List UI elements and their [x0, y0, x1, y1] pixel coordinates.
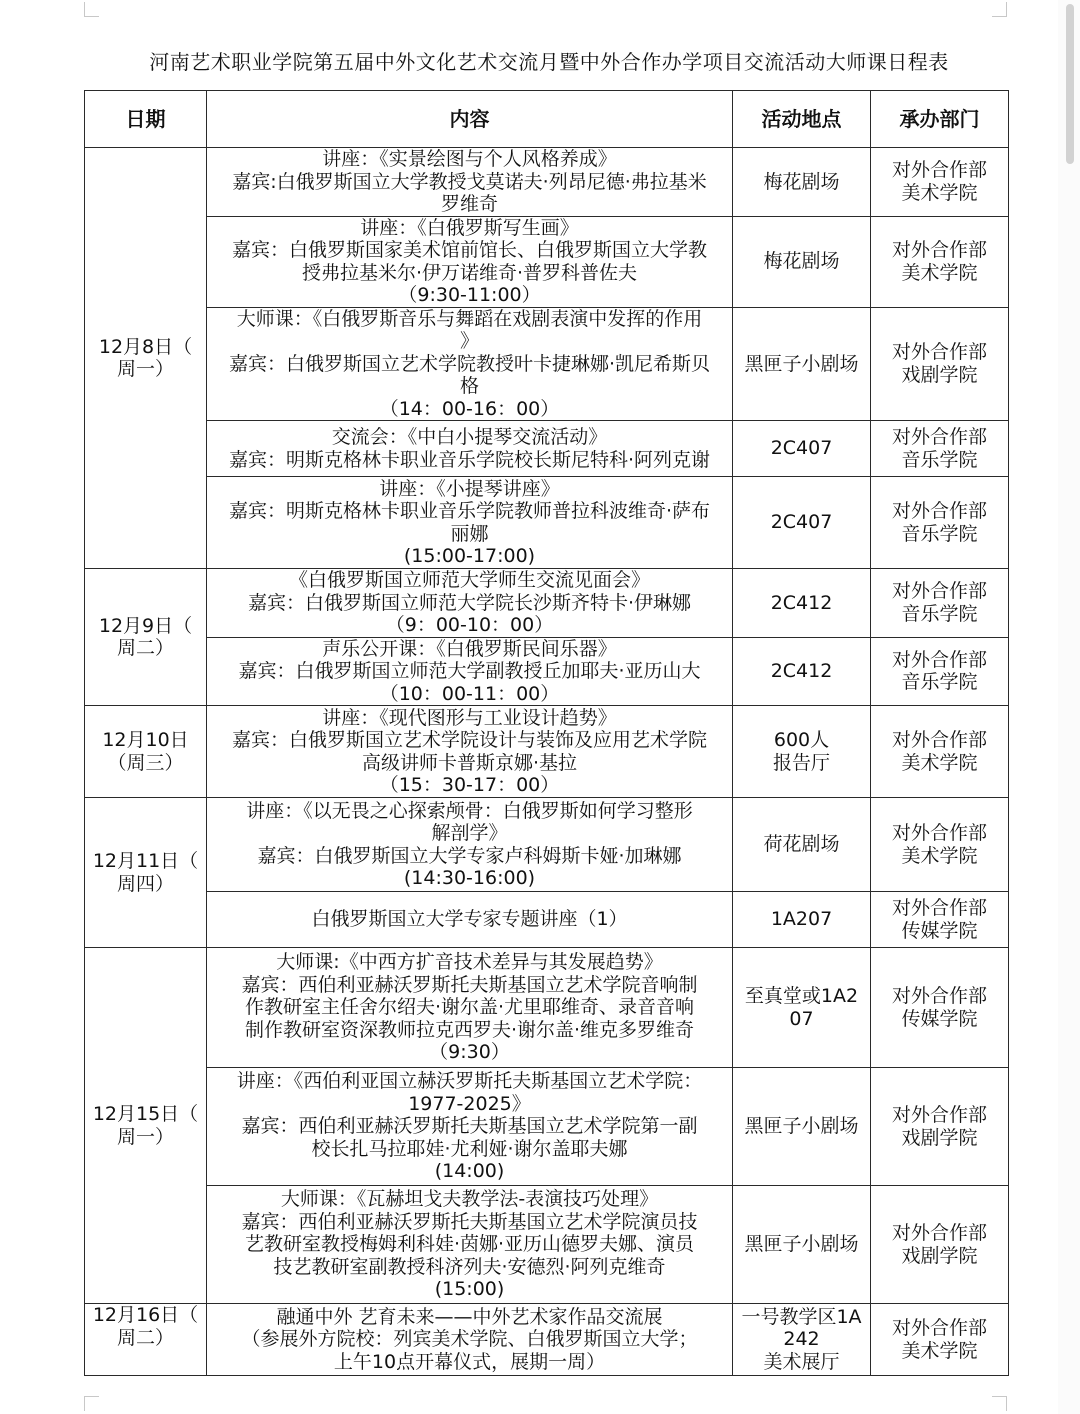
crop-mark-top-left [84, 2, 99, 17]
table-row [85, 1186, 1009, 1304]
location-cell [733, 637, 871, 706]
crop-mark-top-right [992, 2, 1007, 17]
location-line: 242 [783, 1328, 820, 1351]
header-row [85, 91, 1009, 148]
header-date: 日期 [85, 91, 207, 148]
content-line: 嘉宾:白俄罗斯国立大学教授戈莫诺夫·列昂尼德·弗拉基米 [232, 170, 707, 193]
location-cell [733, 798, 871, 892]
date-cell [85, 706, 207, 798]
location-line: 1A207 [770, 908, 833, 931]
content-line: （9:30） [429, 1041, 510, 1064]
content-cell [207, 307, 733, 421]
dept-line: 对外合作部 [891, 239, 987, 261]
table-row [85, 569, 1009, 638]
dept-line: 对外合作部 [891, 648, 987, 671]
scrollbar-thumb[interactable] [1066, 4, 1074, 164]
table-row [85, 477, 1009, 569]
table-row [85, 148, 1009, 217]
dept-line: 传媒学院 [901, 919, 978, 942]
dept-line: 对外合作部 [891, 1104, 987, 1126]
date-cell [85, 798, 207, 948]
content-cell [207, 421, 733, 477]
content-line: 授弗拉基米尔·伊万诺维奇·普罗科普佐夫 [301, 261, 638, 284]
table-row [85, 637, 1009, 706]
dept-line: 戏剧学院 [901, 363, 978, 386]
dept-line: 音乐学院 [901, 522, 978, 545]
dept-cell [871, 706, 1009, 798]
content-line: 高级讲师卡普斯京娜·基拉 [361, 751, 578, 774]
crop-mark-bottom-left [84, 1396, 99, 1411]
dept-line: 戏剧学院 [901, 1126, 978, 1149]
location-line: 黑匣子小剧场 [744, 1233, 859, 1256]
content-line: 1977-2025》 [408, 1092, 531, 1115]
content-line: 大师课：《瓦赫坦戈夫教学法-表演技巧处理》 [280, 1188, 659, 1211]
location-cell [733, 477, 871, 569]
location-line: 黑匣子小剧场 [744, 352, 859, 375]
content-line: 嘉宾：白俄罗斯国立艺术学院教授叶卡捷琳娜·凯尼希斯贝 [228, 352, 711, 375]
content-line: （9:30-11:00） [398, 284, 541, 306]
content-line: 声乐公开课：《白俄罗斯民间乐器》 [322, 637, 617, 660]
location-line: 2C412 [770, 591, 833, 614]
content-line: 嘉宾：西伯利亚赫沃罗斯托夫斯基国立艺术学院音响制 [241, 973, 698, 996]
dept-line: 对外合作部 [891, 1222, 987, 1244]
date-line: 12月9日（ [98, 614, 193, 637]
location-line: 梅花剧场 [763, 170, 840, 193]
location-line: 荷花剧场 [763, 833, 840, 856]
location-cell [733, 569, 871, 638]
content-line: 艺教研室教授梅姆利科娃·茵娜·亚历山德罗夫娜、演员 [244, 1233, 695, 1256]
dept-line: 音乐学院 [901, 671, 978, 694]
date-line: 12月11日（ [92, 850, 199, 872]
content-line: 嘉宾：西伯利亚赫沃罗斯托夫斯基国立艺术学院演员技 [241, 1210, 698, 1233]
dept-line: 音乐学院 [901, 602, 978, 625]
content-line: (15:00) [434, 1278, 505, 1301]
location-line: 一号教学区1A [741, 1305, 862, 1328]
dept-line: 对外合作部 [891, 159, 987, 182]
dept-line: 美术学院 [901, 181, 978, 204]
content-line: 丽娜 [450, 522, 489, 545]
content-line: 》 [459, 330, 479, 352]
content-line: （9：00-10：00） [385, 614, 554, 636]
date-cell [85, 569, 207, 706]
content-line: 讲座：《西伯利亚国立赫沃罗斯托夫斯基国立艺术学院： [236, 1070, 703, 1093]
location-cell [733, 216, 871, 307]
table-row [85, 1304, 1009, 1376]
content-cell [207, 706, 733, 798]
content-line: （14：00-16：00） [379, 397, 560, 420]
table-row [85, 706, 1009, 798]
content-line: 《白俄罗斯国立师范大学师生交流见面会》 [288, 569, 650, 591]
content-line: 白俄罗斯国立大学专家专题讲座（1） [311, 908, 628, 931]
content-line: 讲座：《现代图形与工业设计趋势》 [322, 706, 617, 729]
schedule-table [84, 90, 1009, 1376]
location-cell [733, 1186, 871, 1304]
content-line: 嘉宾：白俄罗斯国立师范大学院长沙斯齐特卡·伊琳娜 [247, 591, 692, 614]
location-line: 报告厅 [772, 751, 830, 774]
dept-cell [871, 948, 1009, 1068]
content-line: (14:00) [434, 1160, 505, 1183]
content-line: (15:00-17:00) [403, 545, 536, 567]
table-row [85, 307, 1009, 421]
content-line: 嘉宾：白俄罗斯国立艺术学院设计与装饰及应用艺术学院 [231, 729, 707, 751]
dept-line: 美术学院 [901, 844, 978, 867]
content-line: （10：00-11：00） [379, 682, 560, 705]
content-line: 大师课:《中西方扩音技术差异与其发展趋势》 [276, 951, 663, 974]
content-line: 大师课：《白俄罗斯音乐与舞蹈在戏剧表演中发挥的作用 [236, 307, 703, 330]
dept-line: 对外合作部 [891, 341, 987, 364]
table-row [85, 948, 1009, 1068]
page-title: 河南艺术职业学院第五届中外文化艺术交流月暨中外合作办学项目交流活动大师课日程表 [149, 50, 949, 74]
date-cell [85, 1304, 207, 1376]
location-line: 07 [789, 1007, 814, 1030]
scrollbar-track[interactable] [1058, 0, 1080, 1414]
location-line: 600人 [773, 729, 830, 751]
header-content: 内容 [207, 91, 733, 148]
content-cell [207, 148, 733, 217]
location-line: 黑匣子小剧场 [744, 1115, 859, 1138]
location-cell [733, 1304, 871, 1376]
dept-line: 对外合作部 [891, 1317, 987, 1339]
dept-cell [871, 307, 1009, 421]
dept-line: 对外合作部 [891, 822, 987, 844]
content-cell [207, 1304, 733, 1376]
content-cell [207, 477, 733, 569]
content-line: （15：30-17：00） [379, 774, 560, 796]
content-cell [207, 569, 733, 638]
dept-cell [871, 1186, 1009, 1304]
dept-cell [871, 477, 1009, 569]
date-line: （周三） [107, 751, 184, 774]
dept-line: 对外合作部 [891, 580, 987, 603]
dept-cell [871, 1068, 1009, 1186]
dept-line: 传媒学院 [901, 1007, 978, 1030]
table-row [85, 216, 1009, 307]
content-line: 讲座：《以无畏之心探索颅骨：白俄罗斯如何学习整形 [246, 799, 693, 822]
content-line: 上午10点开幕仪式，展期一周） [333, 1350, 606, 1373]
location-line: 2C407 [770, 511, 833, 534]
header-location: 活动地点 [733, 91, 871, 148]
dept-line: 对外合作部 [891, 426, 987, 448]
content-line: 格 [459, 375, 479, 397]
table-row [85, 798, 1009, 892]
dept-cell [871, 148, 1009, 217]
date-line: 周二） [116, 1326, 174, 1349]
location-line: 2C407 [770, 437, 833, 460]
content-line: 解剖学》 [431, 822, 508, 844]
content-cell [207, 892, 733, 948]
content-line: 嘉宾：明斯克格林卡职业音乐学院教师普拉科波维奇·萨布 [228, 500, 711, 522]
location-cell [733, 421, 871, 477]
content-cell [207, 1186, 733, 1304]
content-line: 嘉宾：明斯克格林卡职业音乐学院校长斯尼特科·阿列克谢 [228, 448, 711, 471]
dept-line: 美术学院 [901, 751, 978, 774]
table-row [85, 892, 1009, 948]
dept-line: 音乐学院 [901, 448, 978, 471]
content-line: 嘉宾：白俄罗斯国家美术馆前馆长、白俄罗斯国立大学教 [231, 239, 707, 261]
location-cell [733, 706, 871, 798]
date-line: 12月10日 [102, 729, 189, 751]
content-cell [207, 798, 733, 892]
date-line: 周一） [116, 1125, 174, 1148]
date-cell [85, 148, 207, 569]
dept-line: 戏剧学院 [901, 1244, 978, 1267]
content-line: 技艺教研室副教授科济列夫·安德烈·阿列克维奇 [273, 1255, 666, 1278]
date-line: 12月15日（ [92, 1103, 199, 1125]
dept-line: 对外合作部 [891, 897, 987, 919]
location-line: 至真堂或1A2 [744, 985, 859, 1007]
header-dept: 承办部门 [871, 91, 1009, 148]
content-line: 嘉宾：白俄罗斯国立师范大学副教授丘加耶夫·亚历山大 [238, 660, 701, 682]
location-line: 美术展厅 [763, 1350, 840, 1373]
table-row [85, 421, 1009, 477]
date-line: 周四） [116, 872, 174, 895]
dept-cell [871, 421, 1009, 477]
dept-line: 对外合作部 [891, 729, 987, 751]
dept-line: 美术学院 [901, 1339, 978, 1362]
date-line: 周一） [116, 358, 174, 380]
dept-line: 对外合作部 [891, 500, 987, 522]
dept-line: 对外合作部 [891, 985, 987, 1007]
location-cell [733, 892, 871, 948]
content-cell [207, 216, 733, 307]
content-line: 嘉宾：西伯利亚赫沃罗斯托夫斯基国立艺术学院第一副 [241, 1115, 698, 1138]
crop-mark-bottom-right [992, 1396, 1007, 1411]
location-line: 2C412 [770, 660, 833, 682]
dept-cell [871, 569, 1009, 638]
content-line: 校长扎马拉耶娃·尤利娅·谢尔盖耶夫娜 [311, 1137, 628, 1160]
content-line: 讲座：《小提琴讲座》 [379, 477, 560, 500]
content-cell [207, 948, 733, 1068]
table-row [85, 1068, 1009, 1186]
content-line: 讲座：《实景绘图与个人风格养成》 [322, 148, 617, 170]
content-line: 制作教研室资深教师拉克西罗夫·谢尔盖·维克多罗维奇 [244, 1018, 695, 1041]
location-cell [733, 948, 871, 1068]
location-cell [733, 1068, 871, 1186]
dept-cell [871, 798, 1009, 892]
content-cell [207, 1068, 733, 1186]
dept-cell [871, 216, 1009, 307]
content-line: 罗维奇 [440, 193, 498, 215]
dept-line: 美术学院 [901, 261, 978, 284]
content-line: 嘉宾：白俄罗斯国立大学专家卢科姆斯卡娅·加琳娜 [257, 844, 682, 867]
content-line: 交流会：《中白小提琴交流活动》 [331, 426, 608, 448]
location-line: 梅花剧场 [763, 250, 840, 273]
date-line: 12月16日（ [92, 1304, 199, 1326]
content-line: 作教研室主任舍尔绍夫·谢尔盖·尤里耶维奇、录音音响 [244, 996, 695, 1019]
content-line: （参展外方院校：列宾美术学院、白俄罗斯国立大学； [241, 1328, 698, 1351]
content-line: 讲座：《白俄罗斯写生画》 [360, 216, 579, 239]
location-cell [733, 307, 871, 421]
date-cell [85, 948, 207, 1304]
content-cell [207, 637, 733, 706]
content-line: 融通中外 艺育未来——中外艺术家作品交流展 [276, 1305, 663, 1328]
dept-cell [871, 1304, 1009, 1376]
location-cell [733, 148, 871, 217]
content-line: (14:30-16:00) [403, 867, 536, 889]
dept-cell [871, 892, 1009, 948]
date-line: 周二） [116, 637, 174, 659]
date-line: 12月8日（ [98, 335, 193, 358]
dept-cell [871, 637, 1009, 706]
